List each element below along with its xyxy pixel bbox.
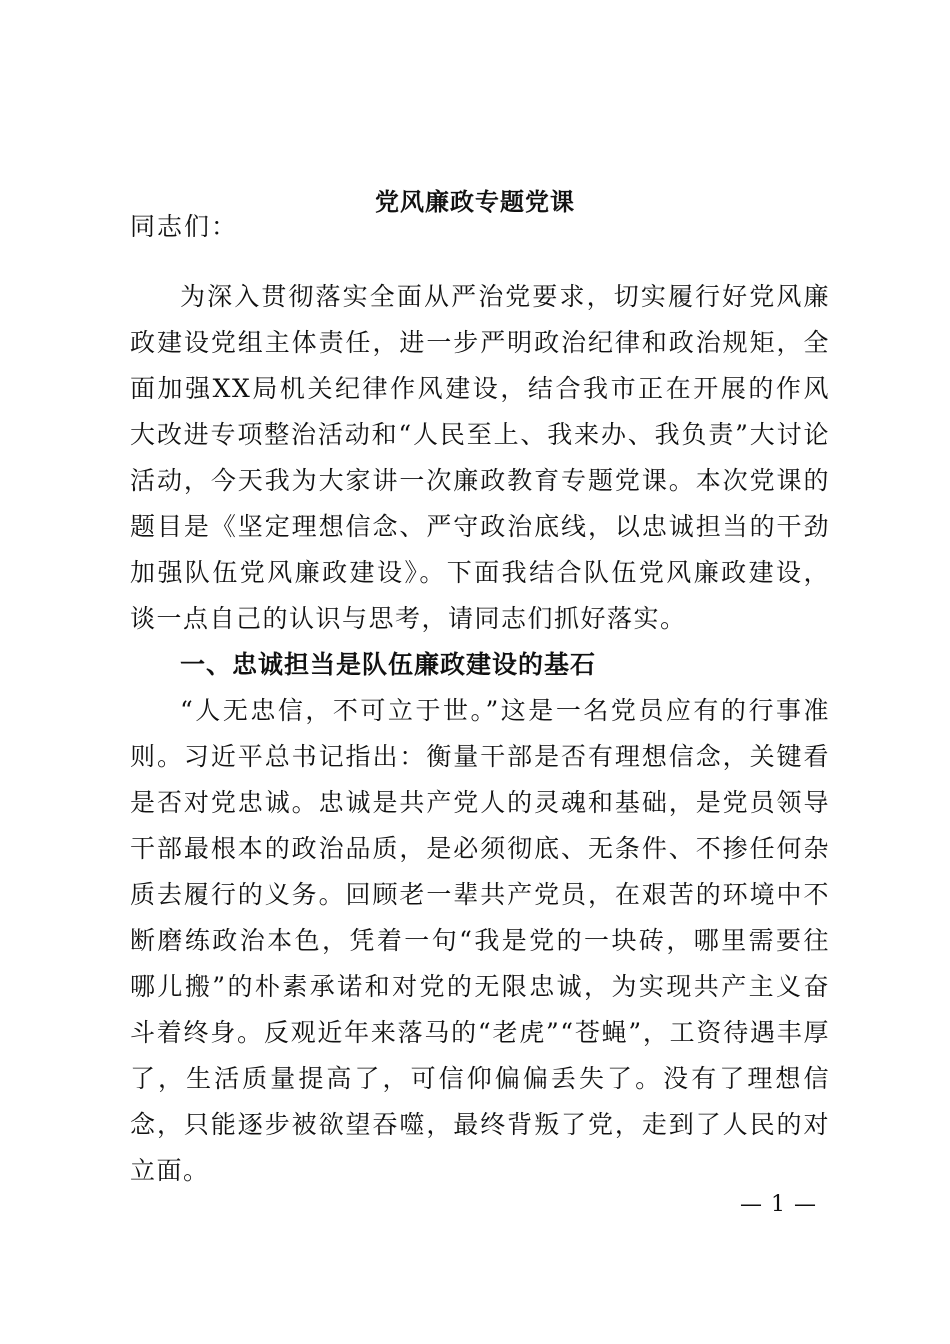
section-paragraph: “人无忠信，不可立于世。”这是一名党员应有的行事准则。习近平总书记指出：衡量干部是否有理想信念，关键看是否对党忠诚。忠诚是共产党人的灵魂和基础，是党员领导干部最根本的政治品质，是必须彻底、无条件、不掺任何杂质去履行的义务。回顾老一辈共产党员，在艰苦的环境中不断磨练政治本色，凭着一句“我是党的一块砖，哪里需要往哪儿搬”的朴素承诺和对党的无限忠诚，为实现共产主义奋斗着终身。反观近年来落马的“老虎”“苍蝇”，工资待遇丰厚了，生活质量提高了，可信仰偏偏丢失了。没有了理想信念，只能逐步被欲望吞噬，最终背叛了党，走到了人民的对立面。: [130, 696, 830, 1185]
intro-paragraph: 为深入贯彻落实全面从严治党要求，切实履行好党风廉政建设党组主体责任，进一步严明政治纪律和政治规矩，全面加强XX局机关纪律作风建设，结合我市正在开展的作风大改进专项整治活动和“人民至上、我来办、我负责”大讨论活动，今天我为大家讲一次廉政教育专题党课。本次党课的题目是《坚定理想信念、严守政治底线，以忠诚担当的干劲加强队伍党风廉政建设》。下面我结合队伍党风廉政建设，谈一点自己的认识与思考，请同志们抓好落实。: [130, 282, 830, 633]
page-number: — 1 —: [740, 1192, 817, 1217]
section-heading: 一、忠诚担当是队伍廉政建设的基石: [180, 650, 597, 679]
document-body: [130, 274, 830, 1194]
document-title: 党风廉政专题党课: [375, 187, 575, 216]
salutation: 同志们：: [130, 212, 239, 241]
